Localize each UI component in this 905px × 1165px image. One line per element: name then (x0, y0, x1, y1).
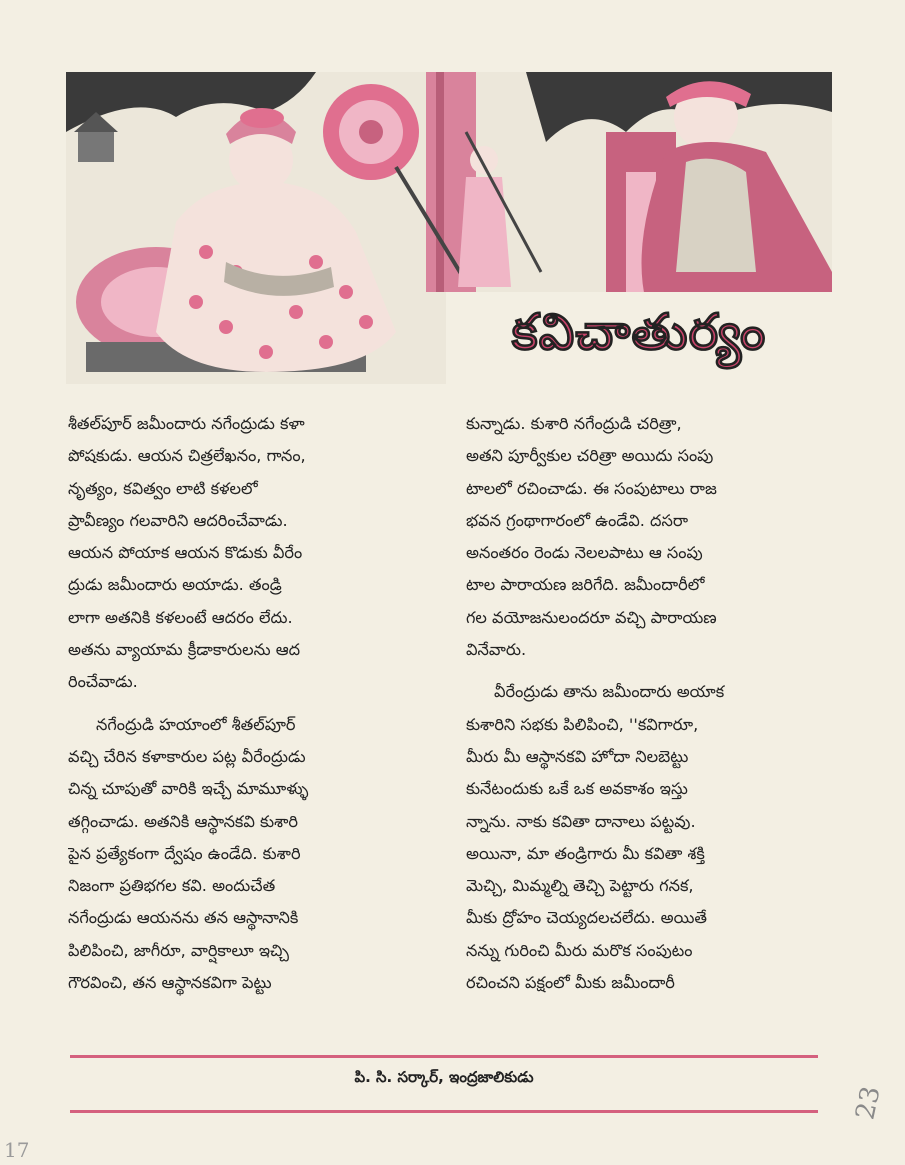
text-line: నన్ను గురించి మీరు మరొక సంపుటం (466, 940, 693, 960)
text-line: గల వయోజనులందరూ వచ్చి పారాయణ (466, 607, 717, 627)
page-number: 23 (850, 1083, 887, 1123)
text-line: అతని పూర్వీకుల చరిత్రా అయిదు సంపు (466, 446, 714, 466)
text-line: మీరు మీ ఆస్థానకవి హోదా నిలబెట్టు (466, 746, 689, 766)
article-body (68, 408, 838, 1008)
text-line: ద్రుడు జమీందారు అయాడు. తండ్రి (68, 575, 282, 595)
text-line: తగ్గించాడు. అతనికి ఆస్థానకవి కుశారి (68, 811, 298, 831)
text-line: వినేవారు. (466, 640, 527, 660)
text-line: నగేంద్రుడి హయాంలో శీతల్‌పూర్ (96, 714, 296, 734)
text-line: వచ్చి చేరిన కళాకారుల పట్ల వీరేంద్రుడు (68, 746, 306, 766)
top-divider (70, 1055, 818, 1058)
text-line: టాలలో రచించాడు. ఈ సంపుటాలు రాజ (466, 478, 717, 498)
text-line: కున్నాడు. కుశారి నగేంద్రుడి చరిత్రా, (466, 414, 682, 433)
text-line: కునేటందుకు ఒకే ఒక అవకాశం ఇస్తు (466, 779, 688, 799)
text-line: టాల పారాయణ జరిగేది. జమీందారీలో (466, 575, 705, 595)
text-line: రచించని పక్షంలో మీకు జమీందారీ (466, 973, 675, 993)
text-line: పిలిపించి, జాగీరూ, వార్షికాలూ ఇచ్చి (68, 940, 289, 960)
text-line: న్నాను. నాకు కవితా దానాలు పట్టవు. (466, 811, 696, 831)
text-line: నగేంద్రుడు ఆయనను తన ఆస్థానానికి (68, 908, 299, 928)
text-line: అయినా, మా తండ్రిగారు మీ కవితా శక్తి (466, 843, 705, 863)
left-column (68, 408, 440, 1008)
text-line: పైన ప్రత్యేకంగా ద్వేషం ఉండేది. కుశారి (68, 843, 301, 863)
text-line: అతను వ్యాయామ క్రీడాకారులను ఆద (68, 640, 301, 660)
text-line: లాగా అతనికి కళలంటే ఆదరం లేదు. (68, 607, 293, 627)
title-panel (446, 292, 832, 384)
text-line: చిన్న చూపుతో వారికి ఇచ్చే మామూళ్ళు (68, 779, 309, 799)
text-line: ఆయన పోయాక ఆయన కొడుకు వీరేం (68, 543, 303, 563)
corner-mark: 17 (4, 1138, 30, 1162)
text-line: రించేవాడు. (68, 672, 138, 692)
text-line: ప్రావీణ్యం గలవారిని ఆదరించేవాడు. (68, 510, 288, 530)
text-line: నృత్యం, కవిత్వం లాటి కళలలో (68, 478, 258, 498)
bottom-divider (70, 1110, 818, 1113)
text-line: వీరేంద్రుడు తాను జమీందారు అయాక (494, 682, 725, 702)
text-line: కుశారిని సభకు పిలిపించి, ''కవిగారూ, (466, 714, 699, 734)
right-column (466, 408, 838, 1008)
story-title: కవిచాతుర్యం (511, 302, 767, 361)
text-line: అనంతరం రెండు నెలలపాటు ఆ సంపు (466, 543, 703, 563)
text-line: భవన గ్రంథాగారంలో ఉండేవి. దసరా (466, 510, 689, 530)
text-line: శీతల్‌పూర్ జమీందారు నగేంద్రుడు కళా (68, 414, 305, 433)
credit-line: పి. సి. సర్కార్, ఇంద్రజాలికుడు (354, 1068, 534, 1086)
text-line: గౌరవించి, తన ఆస్థానకవిగా పెట్టు (68, 973, 272, 993)
text-line: నిజంగా ప్రతిభగల కవి. అందుచేత (68, 876, 276, 896)
text-line: మెచ్చి, మిమ్మల్ని తెచ్చి పెట్టారు గనక, (466, 876, 694, 896)
text-line: పోషకుడు. ఆయన చిత్రలేఖనం, గానం, (68, 446, 306, 466)
text-line: మీకు ద్రోహం చెయ్యదలచలేదు. అయితే (466, 908, 708, 928)
